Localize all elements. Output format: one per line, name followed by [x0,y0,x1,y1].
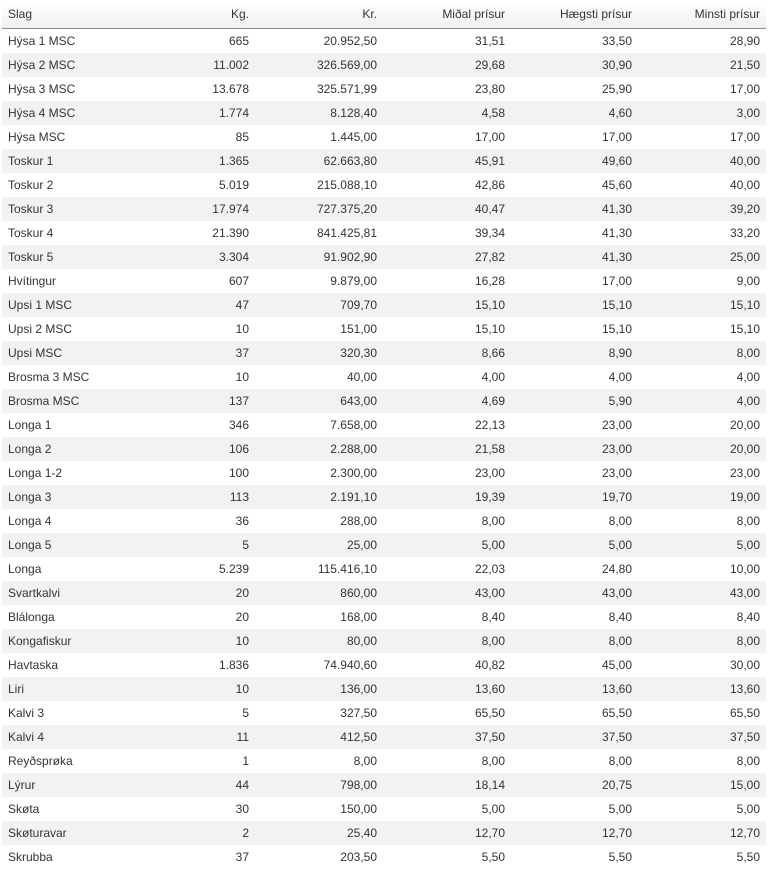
highest-price-cell: 8,00 [608,514,632,528]
highest-price-cell: 49,60 [601,154,632,168]
kr-cell: 1.445,00 [330,130,377,144]
lowest-price-cell: 30,00 [729,658,760,672]
kr-cell: 151,00 [340,322,377,336]
kr-cell: 8,00 [353,754,377,768]
average-price-cell: 16,28 [474,274,505,288]
lowest-price-cell: 5,00 [736,802,760,816]
average-price-cell: 17,00 [474,130,505,144]
lowest-price-cell: 28,90 [729,34,760,48]
species-cell: Upsi MSC [8,346,63,360]
kg-cell: 47 [235,298,249,312]
kg-cell: 346 [228,418,249,432]
kr-cell: 325.571,99 [316,82,377,96]
lowest-price-cell: 8,00 [736,346,760,360]
table-row [2,845,766,869]
highest-price-cell: 8,00 [608,754,632,768]
average-price-cell: 8,00 [481,514,505,528]
average-price-cell: 18,14 [474,778,505,792]
highest-price-cell: 5,00 [608,802,632,816]
average-price-cell: 40,82 [474,658,505,672]
average-price-cell: 43,00 [474,586,505,600]
species-cell: Hýsa 2 MSC [8,58,76,72]
highest-price-cell: 15,10 [601,298,632,312]
kg-cell: 2 [242,826,249,840]
average-price-cell: 40,47 [474,202,505,216]
kg-cell: 30 [235,802,249,816]
column-header-average-price[interactable]: Miðal prísur [383,0,511,29]
average-price-cell: 19,39 [474,490,505,504]
average-price-cell: 8,66 [481,346,505,360]
table-row [2,629,766,653]
kr-cell: 2.300,00 [330,466,377,480]
table-row [2,701,766,725]
lowest-price-cell: 5,50 [736,850,760,864]
highest-price-cell: 13,60 [601,682,632,696]
average-price-cell: 4,58 [481,106,505,120]
lowest-price-cell: 37,50 [729,730,760,744]
kg-cell: 607 [228,274,249,288]
table-body [2,29,766,870]
lowest-price-cell: 39,20 [729,202,760,216]
kr-cell: 2.288,00 [330,442,377,456]
highest-price-cell: 17,00 [601,130,632,144]
lowest-price-cell: 33,20 [729,226,760,240]
kr-cell: 9.879,00 [330,274,377,288]
kg-cell: 20 [235,610,249,624]
average-price-cell: 39,34 [474,226,505,240]
kr-cell: 8.128,40 [330,106,377,120]
kg-cell: 85 [235,130,249,144]
highest-price-cell: 23,00 [601,442,632,456]
kr-cell: 136,00 [340,682,377,696]
kg-cell: 5.019 [218,178,249,192]
average-price-cell: 29,68 [474,58,505,72]
kr-cell: 320,30 [340,346,377,360]
highest-price-cell: 4,00 [608,370,632,384]
average-price-cell: 4,69 [481,394,505,408]
lowest-price-cell: 15,10 [729,298,760,312]
lowest-price-cell: 5,00 [736,538,760,552]
highest-price-cell: 43,00 [601,586,632,600]
kr-cell: 860,00 [340,586,377,600]
highest-price-cell: 23,00 [601,418,632,432]
highest-price-cell: 5,90 [608,394,632,408]
species-cell: Upsi 1 MSC [8,298,73,312]
average-price-cell: 8,40 [481,610,505,624]
lowest-price-cell: 12,70 [729,826,760,840]
average-price-cell: 27,82 [474,250,505,264]
lowest-price-cell: 40,00 [729,178,760,192]
kr-cell: 288,00 [340,514,377,528]
kr-cell: 643,00 [340,394,377,408]
table-row [2,821,766,845]
species-cell: Skøta [8,802,40,816]
kr-cell: 40,00 [346,370,377,384]
average-price-cell: 23,80 [474,82,505,96]
kr-cell: 7.658,00 [330,418,377,432]
lowest-price-cell: 9,00 [736,274,760,288]
kg-cell: 11.002 [213,58,249,72]
average-price-cell: 22,03 [474,562,505,576]
average-price-cell: 23,00 [474,466,505,480]
species-cell: Kongafiskur [8,634,72,648]
kr-cell: 62.663,80 [323,154,377,168]
column-header-kg[interactable]: Kg. [132,0,255,29]
species-cell: Longa 2 [8,442,52,456]
kg-cell: 5 [242,706,249,720]
table-header [2,0,766,29]
average-price-cell: 8,00 [481,754,505,768]
species-cell: Longa [8,562,42,576]
kr-cell: 326.569,00 [316,58,377,72]
species-cell: Toskur 4 [8,226,54,240]
species-cell: Longa 4 [8,514,52,528]
table-row [2,269,766,293]
lowest-price-cell: 21,50 [729,58,760,72]
highest-price-cell: 30,90 [601,58,632,72]
species-cell: Hvítingur [8,274,57,288]
table-row [2,773,766,797]
table-row [2,173,766,197]
species-cell: Longa 5 [8,538,52,552]
species-cell: Kalvi 4 [8,730,45,744]
kr-cell: 25,40 [346,826,377,840]
species-cell: Brosma MSC [8,394,80,408]
highest-price-cell: 23,00 [601,466,632,480]
kg-cell: 106 [228,442,249,456]
column-header-highest-price[interactable]: Hægsti prísur [511,0,638,29]
table-row [2,197,766,221]
average-price-cell: 31,51 [474,34,505,48]
kr-cell: 412,50 [340,730,377,744]
species-cell: Hýsa 1 MSC [8,34,76,48]
species-cell: Svartkalvi [8,586,61,600]
kr-cell: 841.425,81 [316,226,377,240]
lowest-price-cell: 43,00 [729,586,760,600]
table-row [2,509,766,533]
species-cell: Brosma 3 MSC [8,370,90,384]
kg-cell: 37 [235,346,249,360]
table-row [2,77,766,101]
table-row [2,557,766,581]
lowest-price-cell: 4,00 [736,394,760,408]
kg-cell: 37 [235,850,249,864]
kg-cell: 113 [229,490,249,504]
kg-cell: 5.239 [218,562,249,576]
lowest-price-cell: 23,00 [729,466,760,480]
lowest-price-cell: 20,00 [729,442,760,456]
table-row [2,485,766,509]
lowest-price-cell: 20,00 [729,418,760,432]
average-price-cell: 15,10 [474,322,505,336]
kg-cell: 10 [235,682,249,696]
kr-cell: 115.416,10 [317,562,377,576]
lowest-price-cell: 15,00 [729,778,760,792]
highest-price-cell: 15,10 [601,322,632,336]
kr-cell: 80,00 [346,634,377,648]
kr-cell: 727.375,20 [316,202,377,216]
species-cell: Skøturavar [8,826,67,840]
table-row [2,125,766,149]
table-row [2,413,766,437]
species-cell: Toskur 5 [8,250,54,264]
table-row [2,533,766,557]
species-cell: Toskur 2 [8,178,54,192]
lowest-price-cell: 8,00 [736,514,760,528]
lowest-price-cell: 8,00 [736,634,760,648]
lowest-price-cell: 17,00 [729,82,760,96]
table-row [2,725,766,749]
lowest-price-cell: 8,00 [736,754,760,768]
kr-cell: 91.902,90 [323,250,377,264]
highest-price-cell: 37,50 [601,730,632,744]
highest-price-cell: 12,70 [601,826,632,840]
highest-price-cell: 41,30 [601,202,632,216]
highest-price-cell: 17,00 [601,274,632,288]
kg-cell: 5 [242,538,249,552]
table-row [2,677,766,701]
species-cell: Hýsa 3 MSC [8,82,76,96]
lowest-price-cell: 8,40 [736,610,760,624]
lowest-price-cell: 3,00 [736,106,760,120]
average-price-cell: 5,00 [481,538,505,552]
kg-cell: 10 [235,370,249,384]
highest-price-cell: 41,30 [601,250,632,264]
kr-cell: 327,50 [340,706,377,720]
species-cell: Longa 1 [8,418,52,432]
species-cell: Hýsa 4 MSC [8,106,76,120]
kr-cell: 25,00 [346,538,377,552]
kg-cell: 11 [236,730,249,744]
highest-price-cell: 5,00 [608,538,632,552]
average-price-cell: 5,50 [481,850,505,864]
kg-cell: 100 [228,466,249,480]
average-price-cell: 8,00 [481,634,505,648]
lowest-price-cell: 15,10 [729,322,760,336]
kr-cell: 168,00 [340,610,377,624]
highest-price-cell: 41,30 [601,226,632,240]
kg-cell: 13.678 [212,82,249,96]
average-price-cell: 22,13 [474,418,505,432]
lowest-price-cell: 65,50 [729,706,760,720]
column-header-lowest-price[interactable]: Minsti prísur [638,0,766,29]
kg-cell: 36 [235,514,249,528]
average-price-cell: 4,00 [481,370,505,384]
average-price-cell: 65,50 [474,706,505,720]
kr-cell: 150,00 [340,802,377,816]
highest-price-cell: 8,90 [608,346,632,360]
highest-price-cell: 24,80 [601,562,632,576]
average-price-cell: 12,70 [474,826,505,840]
table-row [2,461,766,485]
table-row [2,221,766,245]
highest-price-cell: 65,50 [601,706,632,720]
lowest-price-cell: 10,00 [729,562,760,576]
species-cell: Kalvi 3 [8,706,45,720]
average-price-cell: 45,91 [474,154,505,168]
column-header-species[interactable]: Slag [2,0,132,29]
highest-price-cell: 8,40 [608,610,632,624]
average-price-cell: 15,10 [474,298,505,312]
average-price-cell: 13,60 [474,682,505,696]
highest-price-cell: 4,60 [608,106,632,120]
average-price-cell: 5,00 [481,802,505,816]
table-row [2,437,766,461]
price-table [2,0,766,869]
average-price-cell: 21,58 [474,442,505,456]
species-cell: Toskur 3 [8,202,54,216]
kr-cell: 2.191,10 [330,490,377,504]
table-row [2,317,766,341]
column-header-kr[interactable]: Kr. [255,0,383,29]
species-cell: Havtaska [8,658,59,672]
kg-cell: 1.774 [218,106,249,120]
table-row [2,149,766,173]
kg-cell: 17.974 [212,202,249,216]
header-row [2,0,766,29]
kg-cell: 137 [228,394,249,408]
species-cell: Longa 3 [8,490,52,504]
table-row [2,653,766,677]
kg-cell: 1 [242,754,249,768]
table-row [2,29,766,54]
lowest-price-cell: 17,00 [729,130,760,144]
species-cell: Liri [8,682,25,696]
species-cell: Longa 1-2 [8,466,63,480]
highest-price-cell: 8,00 [608,634,632,648]
species-cell: Reyðsprøka [8,754,73,768]
average-price-cell: 37,50 [474,730,505,744]
highest-price-cell: 33,50 [601,34,632,48]
kr-cell: 20.952,50 [323,34,377,48]
table-row [2,245,766,269]
species-cell: Upsi 2 MSC [8,322,73,336]
average-price-cell: 42,86 [474,178,505,192]
kg-cell: 21.390 [212,226,249,240]
kr-cell: 215.088,10 [316,178,377,192]
lowest-price-cell: 4,00 [736,370,760,384]
highest-price-cell: 45,60 [601,178,632,192]
highest-price-cell: 5,50 [608,850,632,864]
kg-cell: 10 [235,322,249,336]
table-row [2,605,766,629]
kg-cell: 1.836 [218,658,249,672]
kr-cell: 798,00 [340,778,377,792]
table-row [2,389,766,413]
species-cell: Hýsa MSC [8,130,66,144]
species-cell: Lýrur [8,778,36,792]
lowest-price-cell: 25,00 [729,250,760,264]
table-row [2,341,766,365]
highest-price-cell: 19,70 [601,490,632,504]
table-row [2,101,766,125]
kg-cell: 665 [228,34,249,48]
species-cell: Blálonga [8,610,55,624]
species-cell: Toskur 1 [8,154,54,168]
table-row [2,293,766,317]
kg-cell: 44 [235,778,249,792]
lowest-price-cell: 19,00 [729,490,760,504]
kr-cell: 203,50 [340,850,377,864]
table-row [2,797,766,821]
kg-cell: 3.304 [218,250,249,264]
kg-cell: 1.365 [218,154,249,168]
table-row [2,749,766,773]
highest-price-cell: 20,75 [601,778,632,792]
table-row [2,581,766,605]
table-row [2,365,766,389]
lowest-price-cell: 40,00 [729,154,760,168]
lowest-price-cell: 13,60 [729,682,760,696]
highest-price-cell: 25,90 [601,82,632,96]
table-row [2,53,766,77]
species-cell: Skrubba [8,850,53,864]
kr-cell: 709,70 [340,298,377,312]
kg-cell: 10 [235,634,249,648]
kr-cell: 74.940,60 [323,658,377,672]
highest-price-cell: 45,00 [601,658,632,672]
kg-cell: 20 [235,586,249,600]
